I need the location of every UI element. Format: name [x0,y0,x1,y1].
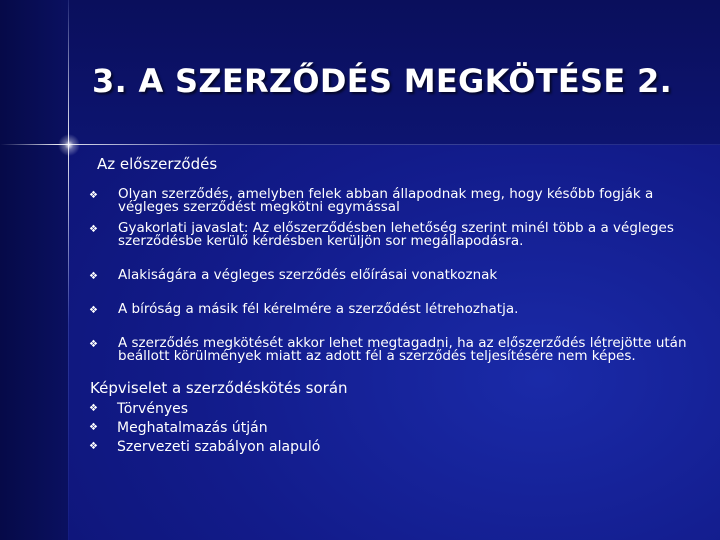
bullet-item [88,222,688,248]
bullet-text: Gyakorlati javaslat: Az előszerződésben lehetőség szerint minél több a a végleges szerződésbe kerülő kérdésben kerüljön sor megállapodásra. [118,220,674,249]
slide-subtitle: Az előszerződés [97,155,218,173]
slide-title: 3. A SZERZŐDÉS MEGKÖTÉSE 2. [92,62,673,100]
sparkle-icon [56,132,82,158]
bullet-text: A bíróság a másik fél kérelmére a szerződést létrehozhatja. [118,301,519,317]
left-band [0,0,68,540]
sub-bullet-text: Meghatalmazás útján [117,420,268,436]
sub-bullet-item [88,419,320,438]
diamond-bullet-icon: ❖ [89,190,98,201]
diamond-bullet-icon: ❖ [89,305,98,316]
bullet-item [88,188,688,214]
sub-bullet-list [88,400,320,457]
bullet-text: Alakiságára a végleges szerződés előírásai vonatkoznak [118,267,498,283]
sub-bullet-text: Törvényes [117,401,189,417]
bullet-item [88,269,688,282]
section-heading: Képviselet a szerződéskötés során [90,379,348,397]
bullet-item [88,303,688,316]
sub-bullet-item [88,400,320,419]
diamond-bullet-icon: ❖ [89,224,98,235]
bullet-text: Olyan szerződés, amelyben felek abban állapodnak meg, hogy később fogják a végleges szerződést megkötni egymással [118,186,654,215]
bullet-list [88,186,688,363]
vertical-accent-line [68,0,69,540]
diamond-bullet-icon: ❖ [89,339,98,350]
bullet-text: A szerződés megkötését akkor lehet megtagadni, ha az előszerződés létrejötte után beállott körülmények miatt az adott fél a szerződés teljesítésére nem képes. [118,335,687,364]
sub-bullet-text: Szervezeti szabályon alapuló [117,439,321,455]
diamond-bullet-icon: ❖ [89,403,98,414]
horizontal-accent-line [0,144,720,145]
diamond-bullet-icon: ❖ [89,271,98,282]
sub-bullet-item [88,438,320,457]
diamond-bullet-icon: ❖ [89,422,98,433]
diamond-bullet-icon: ❖ [89,441,98,452]
bullet-item [88,337,688,363]
